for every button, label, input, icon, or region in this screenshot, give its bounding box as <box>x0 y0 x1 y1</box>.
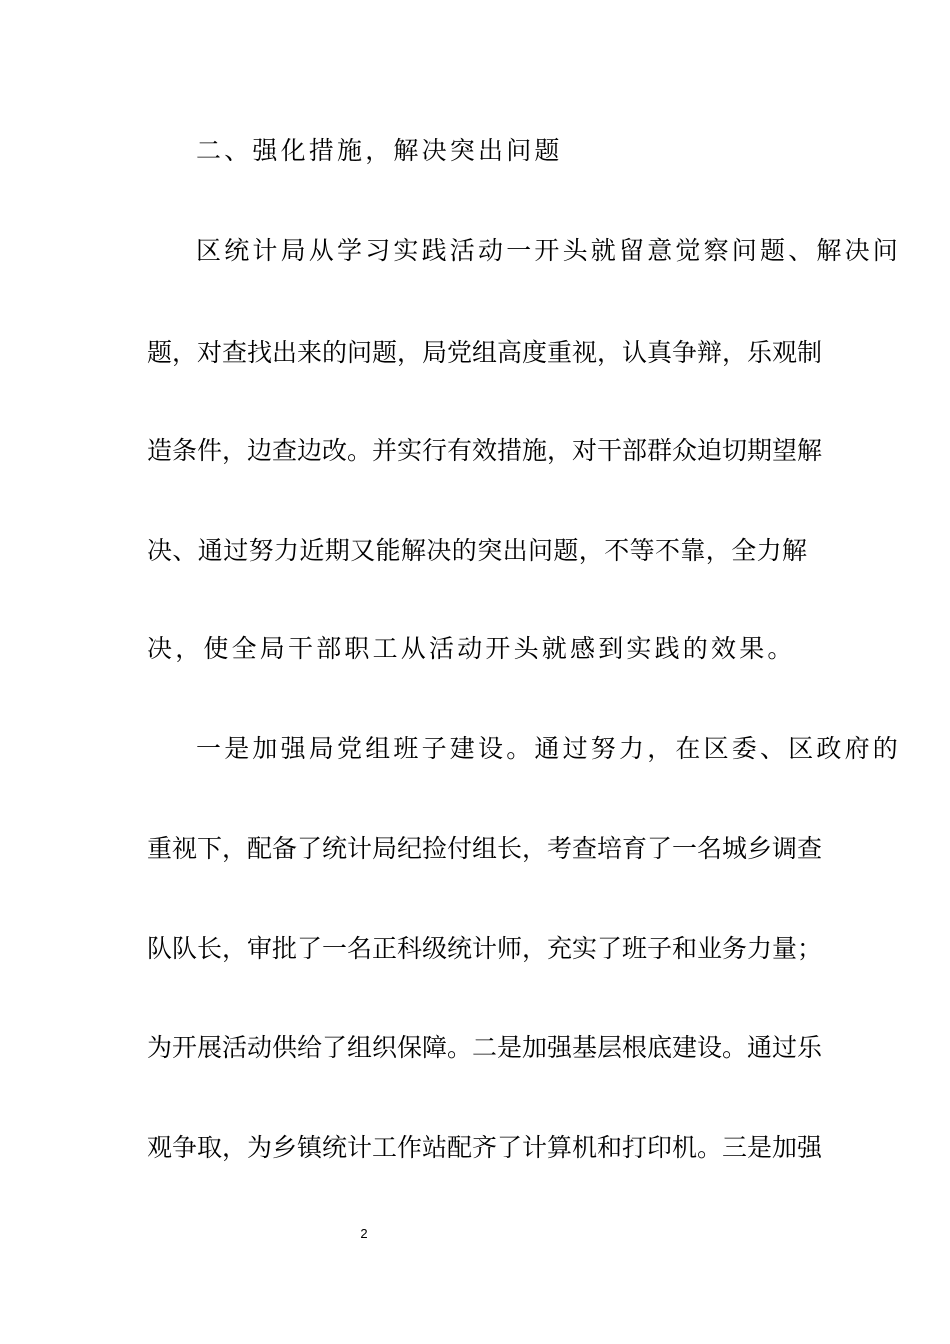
paragraph-line: 重视下，配备了统计局纪捡付组长，考查培育了一名城乡调查 <box>147 834 823 863</box>
paragraph-line: 队队长，审批了一名正科级统计师，充实了班子和业务力量； <box>147 934 823 963</box>
paragraph-line: 区统计局从学习实践活动一开头就留意觉察问题、解决问 <box>196 236 902 265</box>
paragraph-line: 题，对查找出来的问题，局党组高度重视，认真争辩，乐观制 <box>147 338 823 367</box>
paragraph-line: 决、通过努力近期又能解决的突出问题，不等不靠，全力解 <box>147 536 807 565</box>
paragraph-line: 观争取，为乡镇统计工作站配齐了计算机和打印机。三是加强 <box>147 1133 823 1162</box>
paragraph-line: 决，使全局干部职工从活动开头就感到实践的效果。 <box>147 634 796 663</box>
page-number: 2 <box>360 1226 368 1241</box>
paragraph-line: 造条件，边查边改。并实行有效措施，对干部群众迫切期望解 <box>147 436 823 465</box>
section-heading: 二、强化措施，解决突出问题 <box>196 136 563 165</box>
paragraph-line: 为开展活动供给了组织保障。二是加强基层根底建设。通过乐 <box>147 1033 823 1062</box>
paragraph-line: 一是加强局党组班子建设。通过努力，在区委、区政府的 <box>196 734 902 763</box>
